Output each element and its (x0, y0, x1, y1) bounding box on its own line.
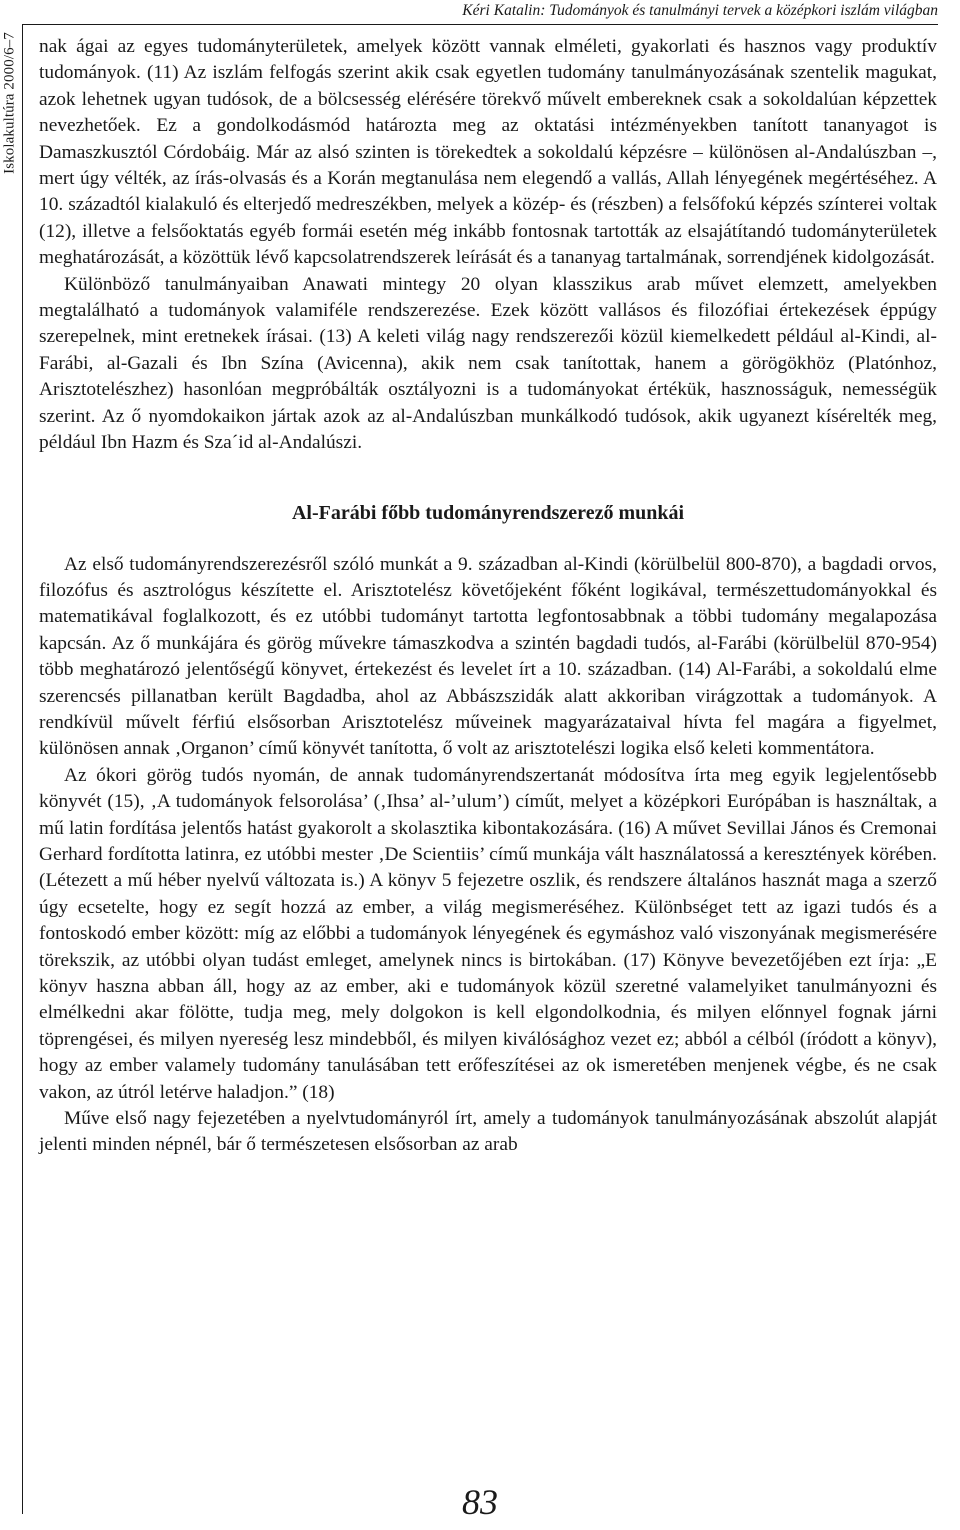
paragraph: Különböző tanulmányaiban Anawati mintegy 20 olyan klasszikus arab művet elemzett, amelyekben megtalálható a tudományok valamiféle rendszerezése. Ezek között vallásos és filozófiai értekezések éppúgy szerepelnek, mint eretnekek írásai. (13) A keleti világ nagy rendszerezői közül kiemelkedett például al-Kindi, al-Farábi, al-Gazali és Ibn Szína (Avicenna), akik nem csak tanítottak, hanem a görögökhöz (Platónhoz, Arisztotelészhez) hasonlóan megpróbálták osztályozni is a tudományokat értékük, hasznosságuk, nemességük szerint. Az ő nyomdokaikon jártak azok az al-Andalúszban munkálkodó tudósok, akik ugyanezt kísérelték meg, például Ibn Hazm és Sza´id al-Andalúszi. (39, 273, 937, 454)
running-header: Kéri Katalin: Tudományok és tanulmányi tervek a középkori iszlám világban (462, 2, 938, 19)
section-heading: Al-Farábi főbb tudományrendszerező munkái (291, 501, 685, 524)
paragraph: Az első tudományrendszerezésről szóló munkát a 9. században al-Kindi (körülbelül 800-870), a bagdadi orvos, filozófus és asztrológus készítette el. Arisztotelész követőjeként főként logikával, természettudományokkal és matematikával foglalkozott, és ez utóbbi tudományt tartotta legfontosabbnak a többi tudomány megalapozása kapcsán. Az ő munkájára és görög művekre támaszkodva a szintén bagdadi tudós, al-Farábi (körülbelül 870-954) több meghatározó jelentőségű könyvet, értekezést és levelet írt a 10. században. (14) Al-Farábi, a sokoldalú elme szerencsés pillanatban került Bagdadba, ahol az Abbászszidák alatt akkoriban virágzottak a tudományok. A rendkívül művelt férfiú elsősorban Arisztotelész műveinek magyarázataival hívta fel magára a figyelmet, különösen annak ‚Organon’ című könyvét tanította, ő volt az arisztotelészi logika első keleti kommentátora. (39, 553, 937, 760)
paragraph: Műve első nagy fejezetében a nyelvtudományról írt, amely a tudományok tanulmányozásának abszolút alapját jelenti minden népnél, bár ő természetesen elsősorban az arab (39, 1108, 937, 1156)
left-margin-rule (22, 24, 23, 1514)
page-body (39, 34, 937, 1159)
section-gap (39, 457, 937, 483)
paragraph: Az ókori görög tudós nyomán, de annak tudományrendszertanát módosítva írta meg egyik legjelentősebb könyvét (15), ‚A tudományok felsorolása’ (‚Ihsa’ al-’ulum’) címűt, melyet a középkori Európában is használtak, a mű latin fordítása jelentős hatást gyakorolt a skolasztika kibontakozására. (16) A művet Sevillai János és Cremonai Gerhard fordította latinra, ez utóbbi mester ‚De Scientiis’ című munkája vált használatossá a keresztények körében. (Létezett a mű héber nyelvű változata is.) A könyv 5 fejezetre oszlik, és rendszere általános hasznát maga a szerző úgy ecsetelte, hogy ez segít hozzá az ember, a világ megismeréséhez. Különbséget tett az igazi tudós és a fontoskodó ember között: míg az előbbi a tudományok lényegének és egymáshoz való viszonyának megismerésére törekszik, az utóbbi olyan tudást emleget, amelynek nincs is birtokában. (17) Könyve bevezetőjében ezt írja: „E könyv haszna abban áll, hogy az az ember, aki e tudományok közül szeretné valamelyiket tanulmányozni és elmélkedni akar fölötte, tudja meg, mely dolgokon is kell elgondolkodnia, és milyen előnnyel fognak járni töprengései, és milyen nyereség lesz mindebből, és milyen kiválósághoz vezet ez; abból a célból (íródott a könyv), hogy az ember valamely tudomány tanulásában tett erőfeszítései az ok ismeretében menjenek végbe, és ne csak vakon, az útról letérve haladjon.” (18) (39, 764, 937, 1103)
page-number: 83 (462, 1482, 498, 1522)
paragraph: nak ágai az egyes tudományterületek, amelyek között vannak elméleti, gyakorlati és hasznos vagy produktív tudományok. (11) Az iszlám felfogás szerint akik csak egyetlen tudomány tanulmányozásának szentelik magukat, azok lehetnek ugyan tudósok, de a bölcsesség elérésére törekvő művelt embereknek csak a sokoldalúan képzettek nevezhetőek. Ez a gondolkodásmód határozta meg az oktatási intézményekben tanított tananyagot is Damaszkusztól Córdobáig. Már az alsó szinten is törekedtek a sokoldalú képzésre – különösen al-Andalúszban –, mert úgy vélték, az írás-olvasás és a Korán megtanulása nem elegendő a vallás, Allah lényegének megértéséhez. A 10. századtól kialakuló és elterjedő medreszékben, melyek a közép- és (részben) a felsőfokú képzés színterei voltak (12), illetve a felsőoktatás egyéb formái esetén még inkább fontosnak tartották az elsajátítandó tudományterületek meghatározását, a közöttük lévő kapcsolatrendszerek leírását és a tananyag tartalmának, sorrendjének kidolgozását. (39, 36, 937, 269)
header-rule (22, 24, 938, 25)
journal-vertical-label (1, 16, 19, 190)
journal-label-text: Iskolakultúra 2000/6–7 (1, 32, 18, 174)
